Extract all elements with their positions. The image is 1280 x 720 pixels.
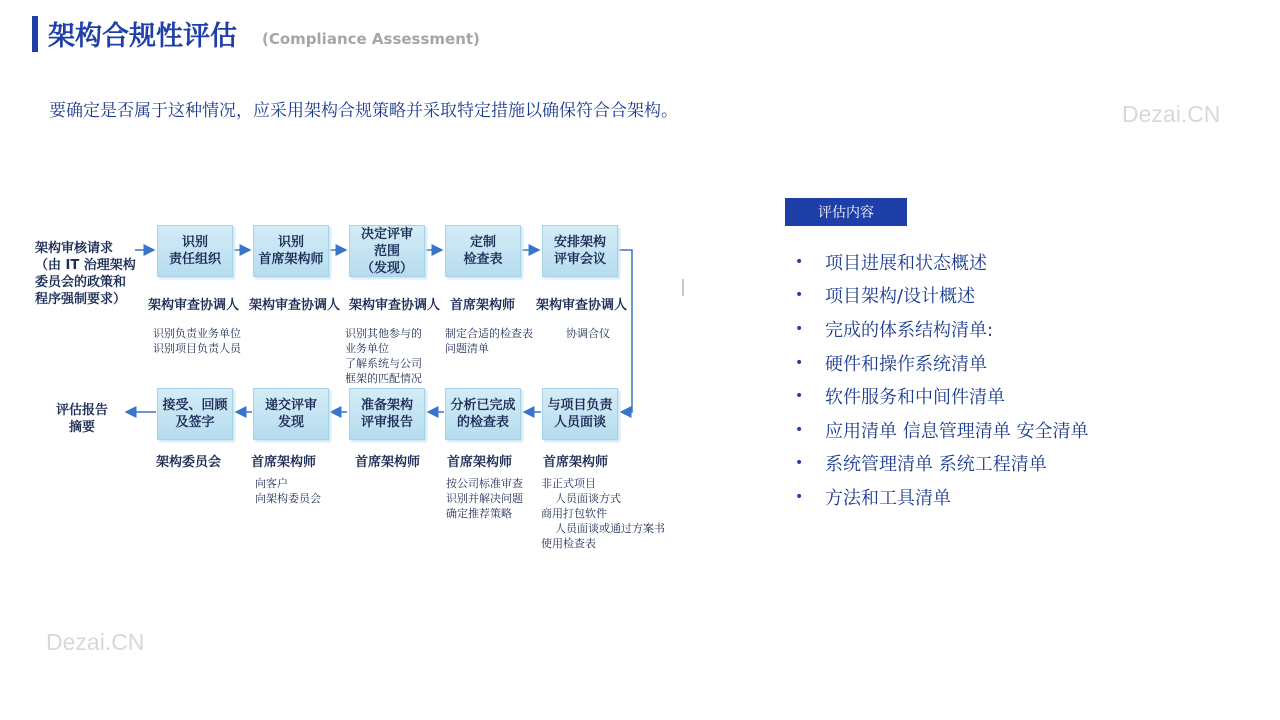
role-step7: 首席架构师 bbox=[447, 455, 513, 470]
step-prepare-report: 准备架构 评审报告 bbox=[349, 388, 425, 440]
role-step2: 架构审查协调人 bbox=[249, 298, 341, 313]
step-accept-signoff: 接受、回顾 及签字 bbox=[157, 388, 233, 440]
bullet-icon: • bbox=[795, 287, 804, 304]
watermark-top: Dezai.CN bbox=[1122, 101, 1221, 127]
bullet-icon: • bbox=[795, 320, 804, 337]
notes-step1: 识别负责业务单位 识别项目负责人员 bbox=[153, 327, 241, 355]
notes-step3: 识别其他参与的 业务单位 了解系统与公司 框架的匹配情况 bbox=[345, 327, 422, 385]
list-item: • 应用清单 信息管理清单 安全清单 bbox=[795, 420, 1089, 442]
notes-step7: 按公司标准审查 识别并解决问题 确定推荐策略 bbox=[446, 477, 523, 520]
list-item: • 项目进展和状态概述 bbox=[795, 252, 987, 274]
role-step1: 架构审查协调人 bbox=[148, 298, 240, 313]
bullet-icon: • bbox=[795, 354, 804, 371]
list-item: • 方法和工具清单 bbox=[795, 487, 951, 509]
page-subtitle: (Compliance Assessment) bbox=[262, 30, 480, 48]
role-step4: 首席架构师 bbox=[450, 298, 516, 313]
step-interview-project: 与项目负责 人员面谈 bbox=[542, 388, 618, 440]
bullet-icon: • bbox=[795, 253, 804, 270]
flow-end-label: 评估报告 摘要 bbox=[56, 403, 109, 435]
notes-step4: 制定合适的检查表 问题清单 bbox=[445, 327, 533, 355]
bullet-icon: • bbox=[795, 421, 804, 438]
list-item: • 硬件和操作系统清单 bbox=[795, 353, 987, 375]
notes-step5: 协调合仪 bbox=[566, 327, 610, 340]
role-step3: 架构审查协调人 bbox=[349, 298, 441, 313]
assessment-content-tag: 评估内容 bbox=[785, 198, 907, 226]
role-step6: 首席架构师 bbox=[543, 455, 609, 470]
list-item: • 完成的体系结构清单: bbox=[795, 319, 994, 341]
list-item: • 项目架构/设计概述 bbox=[795, 286, 976, 308]
bullet-icon: • bbox=[795, 388, 804, 405]
notes-step9: 向客户 向架构委员会 bbox=[255, 477, 321, 505]
assessment-content-list bbox=[795, 245, 1088, 514]
step-present-findings: 递交评审 发现 bbox=[253, 388, 329, 440]
step-identify-org: 识别 责任组织 bbox=[157, 225, 233, 277]
arrow-step5-down-to-step6 bbox=[617, 250, 632, 412]
watermark-bottom: Dezai.CN bbox=[46, 629, 145, 655]
role-step9: 首席架构师 bbox=[251, 455, 317, 470]
role-step8: 首席架构师 bbox=[355, 455, 421, 470]
step-analyze-checklist: 分析已完成 的检查表 bbox=[445, 388, 521, 440]
bullet-icon: • bbox=[795, 455, 804, 472]
step-tailor-checklist: 定制 检查表 bbox=[445, 225, 521, 277]
bullet-icon: • bbox=[795, 488, 804, 505]
flow-start-label: 架构审核请求 （由 IT 治理架构 委员会的政策和 程序强制要求） bbox=[35, 241, 136, 307]
role-step5: 架构审查协调人 bbox=[536, 298, 628, 313]
role-step10: 架构委员会 bbox=[156, 455, 222, 470]
notes-step6: 非正式项目 人员面谈方式 商用打包软件 人员面谈或通过方案书 使用检查表 bbox=[541, 477, 665, 550]
page-title: 架构合规性评估 bbox=[48, 21, 237, 52]
list-item: • 软件服务和中间件清单 bbox=[795, 387, 1005, 409]
step-schedule-meeting: 安排架构 评审会议 bbox=[542, 225, 618, 277]
step-identify-architect: 识别 首席架构师 bbox=[253, 225, 329, 277]
intro-text: 要确定是否属于这种情况，应采用架构合规策略并采取特定措施以确保符合合架构。 bbox=[49, 101, 678, 121]
step-determine-scope: 决定评审 范围 （发现） bbox=[349, 225, 425, 277]
list-item: • 系统管理清单 系统工程清单 bbox=[795, 454, 1047, 476]
